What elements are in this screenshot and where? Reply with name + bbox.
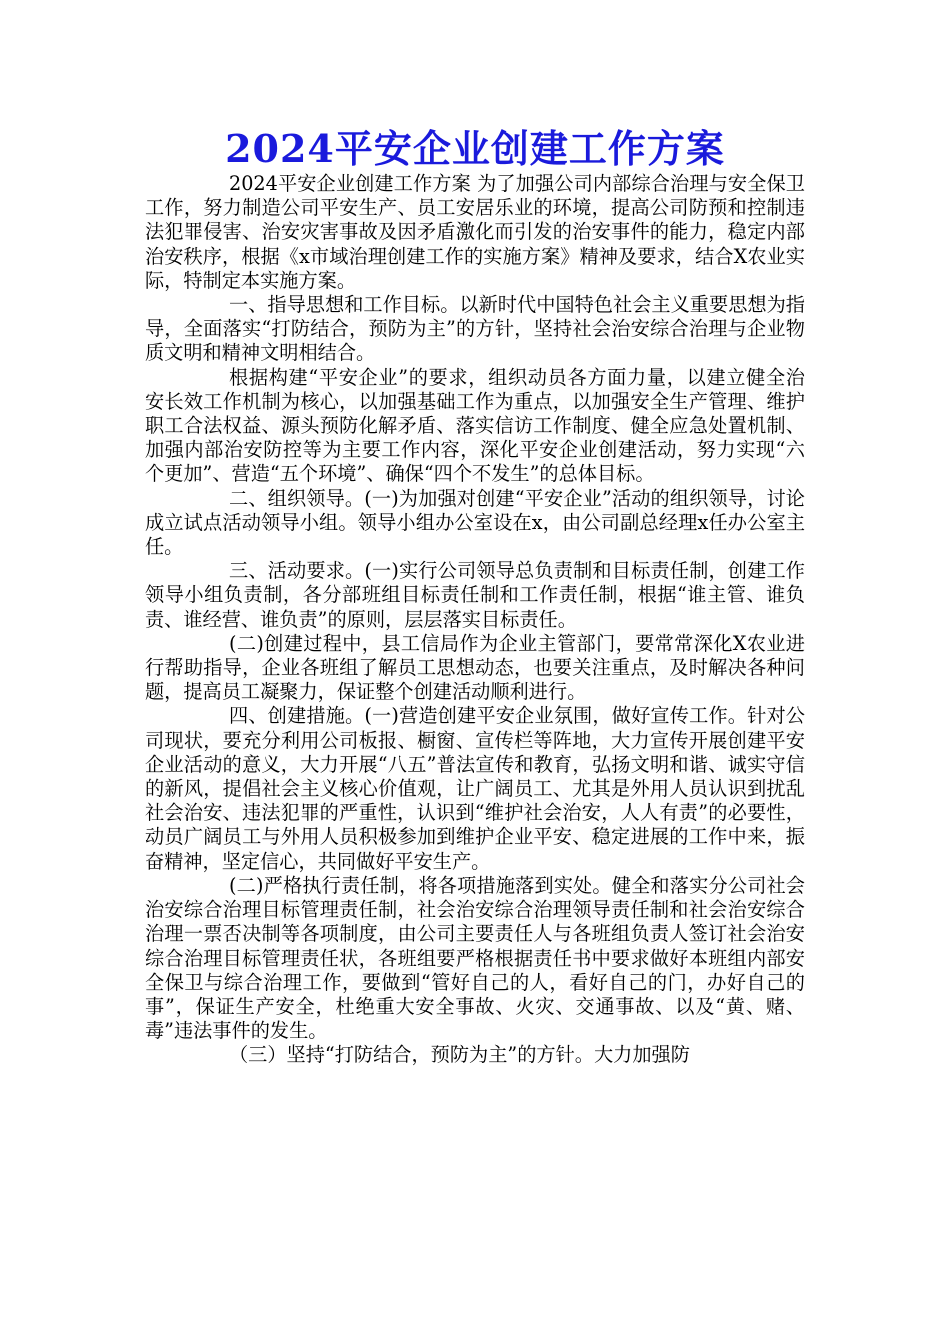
paragraph-goals: 根据构建“平安企业”的要求，组织动员各方面力量，以建立健全治安长效工作机制为核心，以加强基础工作为重点，以加强安全生产管理、维护职工合法权益、源头预防化解矛盾、落实信访工作制度、健全应急处置机制、加强内部治安防控等为主要工作内容，深化平安企业创建活动，努力实现“六个更加”、营造“五个环境”、确保“四个不发生”的总体目标。 — [145, 365, 805, 486]
document-title: 2024平安企业创建工作方案 — [225, 126, 725, 171]
paragraph-guiding-ideology: 一、指导思想和工作目标。以新时代中国特色社会主义重要思想为指导，全面落实“打防结合，预防为主”的方针，坚持社会治安综合治理与企业物质文明和精神文明相结合。 — [145, 293, 805, 365]
paragraph-requirements-2: (二)创建过程中，县工信局作为企业主管部门，要常常深化X农业进行帮助指导，企业各班组了解员工思想动态，也要关注重点，及时解决各种问题，提高员工凝聚力，保证整个创建活动顺利进行。 — [145, 631, 805, 704]
paragraph-organization: 二、组织领导。(一)为加强对创建“平安企业”活动的组织领导，讨论成立试点活动领导小组。领导小组办公室设在x，由公司副总经理x任办公室主任。 — [145, 486, 805, 559]
paragraph-measures-2: (二)严格执行责任制，将各项措施落到实处。健全和落实分公司社会治安综合治理目标管理责任制，社会治安综合治理领导责任制和社会治安综合治理一票否决制等各项制度，由公司主要责任人与各班组负责人签订社会治安综合治理目标管理责任状，各班组要严格根据责任书中要求做好本班组内部安全保卫与综合治理工作，要做到“管好自己的人，看好自己的门，办好自己的事”，保证生产安全，杜绝重大安全事故、火灾、交通事故、以及“黄、赌、毒”违法事件的发生。 — [145, 873, 805, 1043]
document-body — [145, 172, 805, 1068]
paragraph-measures-3: （三）坚持“打防结合，预防为主”的方针。大力加强防 — [229, 1043, 690, 1067]
paragraph-measures-1: 四、创建措施。(一)营造创建平安企业氛围，做好宣传工作。针对公司现状，要充分利用公司板报、橱窗、宣传栏等阵地，大力宣传开展创建平安企业活动的意义，大力开展“八五”普法宣传和教育，弘扬文明和谐、诚实守信的新风，提倡社会主义核心价值观，让广阔员工、尤其是外用人员认识到扰乱社会治安、违法犯罪的严重性，认识到“维护社会治安，人人有责”的必要性，动员广阔员工与外用人员积极参加到维护企业平安、稳定进展的工作中来，振奋精神，坚定信心，共同做好平安生产。 — [145, 704, 805, 873]
paragraph-intro: 2024平安企业创建工作方案 为了加强公司内部综合治理与安全保卫工作，努力制造公司平安生产、员工安居乐业的环境，提高公司防预和控制违法犯罪侵害、治安灾害事故及因矛盾激化而引发的治安事件的能力，稳定内部治安秩序，根据《x市域治理创建工作的实施方案》精神及要求，结合X农业实际，特制定本实施方案。 — [145, 172, 805, 292]
paragraph-requirements-1: 三、活动要求。(一)实行公司领导总负责制和目标责任制，创建工作领导小组负责制，各分部班组目标责任制和工作责任制，根据“谁主管、谁负责、谁经营、谁负责”的原则，层层落实目标责任。 — [145, 559, 805, 631]
